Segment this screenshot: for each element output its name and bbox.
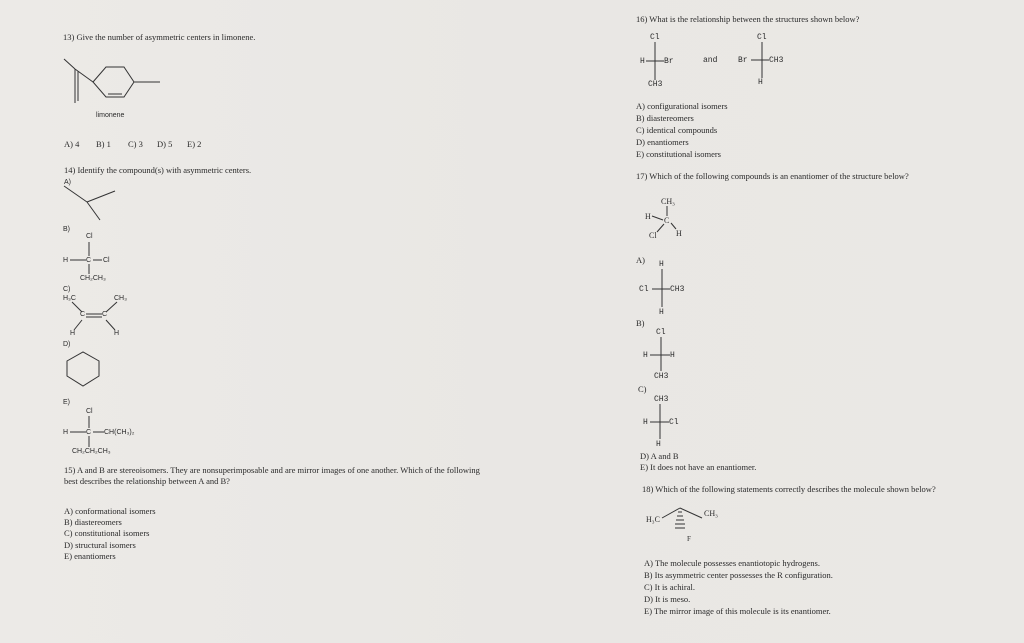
q14-choice-c: C) — [63, 286, 71, 293]
q17-choice-b: B) — [636, 318, 645, 328]
q17-b-h1: H — [643, 351, 648, 360]
q16-question: 16) What is the relationship between the structures shown below? — [636, 14, 860, 24]
q17-option-e: E) It does not have an enantiomer. — [640, 462, 757, 472]
q14-choice-a: A) — [64, 179, 71, 186]
q14-e-structure — [70, 416, 104, 447]
q17-c-top: CH3 — [654, 395, 669, 404]
q14-c-structure — [72, 302, 117, 330]
q18-f: F — [687, 535, 691, 543]
q14-b-cl-right: Cl — [103, 257, 110, 264]
q14-d-structure — [67, 352, 99, 386]
q14-a-structure — [64, 186, 115, 220]
q18-option-e: E) The mirror image of this molecule is its enantiomer. — [644, 606, 831, 616]
q18-structure — [662, 508, 702, 528]
q17-b-bottom: CH3 — [654, 372, 669, 381]
q13-option-d: D) 5 — [157, 139, 173, 149]
q14-e-bottom: CH₂CH₂CH₃ — [72, 448, 111, 455]
q14-choice-b: B) — [63, 226, 70, 233]
q17-c-fischer — [650, 404, 669, 439]
q17-a-ch3: CH3 — [670, 285, 685, 294]
q13-option-a: A) 4 — [64, 139, 80, 149]
q16-left-top: Cl — [650, 33, 660, 42]
q14-c-c2: C — [102, 311, 108, 318]
q17-a-fischer — [652, 269, 670, 307]
q16-option-c: C) identical compounds — [636, 125, 718, 135]
q16-left-h: H — [640, 57, 645, 66]
q16-and: and — [703, 56, 718, 65]
q18-option-b: B) Its asymmetric center possesses the R configuration. — [644, 570, 833, 580]
q16-right-br: Br — [738, 56, 748, 65]
q17-a-cl: Cl — [639, 285, 649, 294]
q15-option-d: D) structural isomers — [64, 540, 136, 550]
q14-b-cl-top: Cl — [86, 233, 93, 240]
q13-option-c: C) 3 — [128, 139, 143, 149]
q14-e-h: H — [63, 429, 69, 436]
q18-option-d: D) It is meso. — [644, 594, 691, 604]
q15-option-b: B) diastereomers — [64, 517, 122, 527]
q15-option-e: E) enantiomers — [64, 551, 116, 561]
q14-c-h1: H — [70, 330, 76, 337]
q13-option-b: B) 1 — [96, 139, 111, 149]
limonene-label: limonene — [96, 112, 125, 119]
q16-right-fischer — [751, 42, 769, 78]
q13-option-e: E) 2 — [187, 139, 202, 149]
q17-b-h2: H — [670, 351, 675, 360]
q17-ref-structure — [652, 206, 676, 232]
q14-choice-d: D) — [63, 341, 71, 348]
q14-c-h2: H — [114, 330, 120, 337]
q14-c-ch3: CH₃ — [114, 295, 127, 302]
q14-choice-e: E) — [63, 399, 70, 406]
q14-b-c: C — [86, 257, 92, 264]
q17-ref-h2: H — [676, 229, 682, 238]
q16-option-b: B) diastereomers — [636, 113, 694, 123]
q15-question-line2: best describes the relationship between A and B? — [64, 476, 230, 486]
q17-c-cl: Cl — [669, 418, 679, 427]
q16-right-top: Cl — [757, 33, 767, 42]
q14-e-c: C — [86, 429, 92, 436]
q14-question: 14) Identify the compound(s) with asymmetric centers. — [64, 165, 252, 175]
q15-option-c: C) constitutional isomers — [64, 528, 150, 538]
q16-right-ch3: CH3 — [769, 56, 784, 65]
q14-b-h: H — [63, 257, 69, 264]
q17-c-bottom: H — [656, 440, 661, 449]
q17-ref-ch3: CH₃ — [661, 197, 675, 206]
limonene-structure — [64, 59, 160, 103]
q16-option-e: E) constitutional isomers — [636, 149, 721, 159]
q15-option-a: A) conformational isomers — [64, 506, 156, 516]
q16-option-a: A) configurational isomers — [636, 101, 728, 111]
q18-option-a: A) The molecule possesses enantiotopic hydrogens. — [644, 558, 820, 568]
q14-e-cl: Cl — [86, 408, 93, 415]
q17-a-top: H — [659, 260, 664, 269]
q17-question: 17) Which of the following compounds is an enantiomer of the structure below? — [636, 171, 909, 181]
q18-question: 18) Which of the following statements correctly describes the molecule shown below? — [642, 484, 936, 494]
q17-ref-h1: H — [645, 212, 651, 221]
q18-h3c: H₃C — [646, 515, 660, 524]
q16-right-bottom: H — [758, 78, 763, 87]
q15-question-line1: 15) A and B are stereoisomers. They are nonsuperimposable and are mirror images of one another. Which of the following — [64, 465, 480, 475]
q17-b-fischer — [650, 337, 670, 371]
q14-b-bottom: CH₂CH₃ — [80, 275, 106, 282]
q17-ref-cl: Cl — [649, 231, 657, 240]
q16-left-br: Br — [664, 57, 674, 66]
q17-a-bottom: H — [659, 308, 664, 317]
q13-question: 13) Give the number of asymmetric centers in limonene. — [63, 32, 256, 42]
q16-left-bottom: CH3 — [648, 80, 663, 89]
q14-c-h3c: H₃C — [63, 295, 76, 302]
q17-ref-c: C — [664, 216, 670, 225]
q17-option-d: D) A and B — [640, 451, 679, 461]
q16-option-d: D) enantiomers — [636, 137, 689, 147]
q18-ch3: CH₃ — [704, 509, 718, 518]
q17-b-top: Cl — [656, 328, 666, 337]
q14-e-right: CH(CH₃)₂ — [104, 429, 135, 436]
q17-c-h: H — [643, 418, 648, 427]
q14-b-structure — [70, 242, 102, 274]
q17-choice-c: C) — [638, 384, 647, 394]
q14-c-c1: C — [80, 311, 86, 318]
q18-option-c: C) It is achiral. — [644, 582, 695, 592]
q17-choice-a: A) — [636, 255, 645, 265]
q16-left-fischer — [646, 42, 664, 80]
